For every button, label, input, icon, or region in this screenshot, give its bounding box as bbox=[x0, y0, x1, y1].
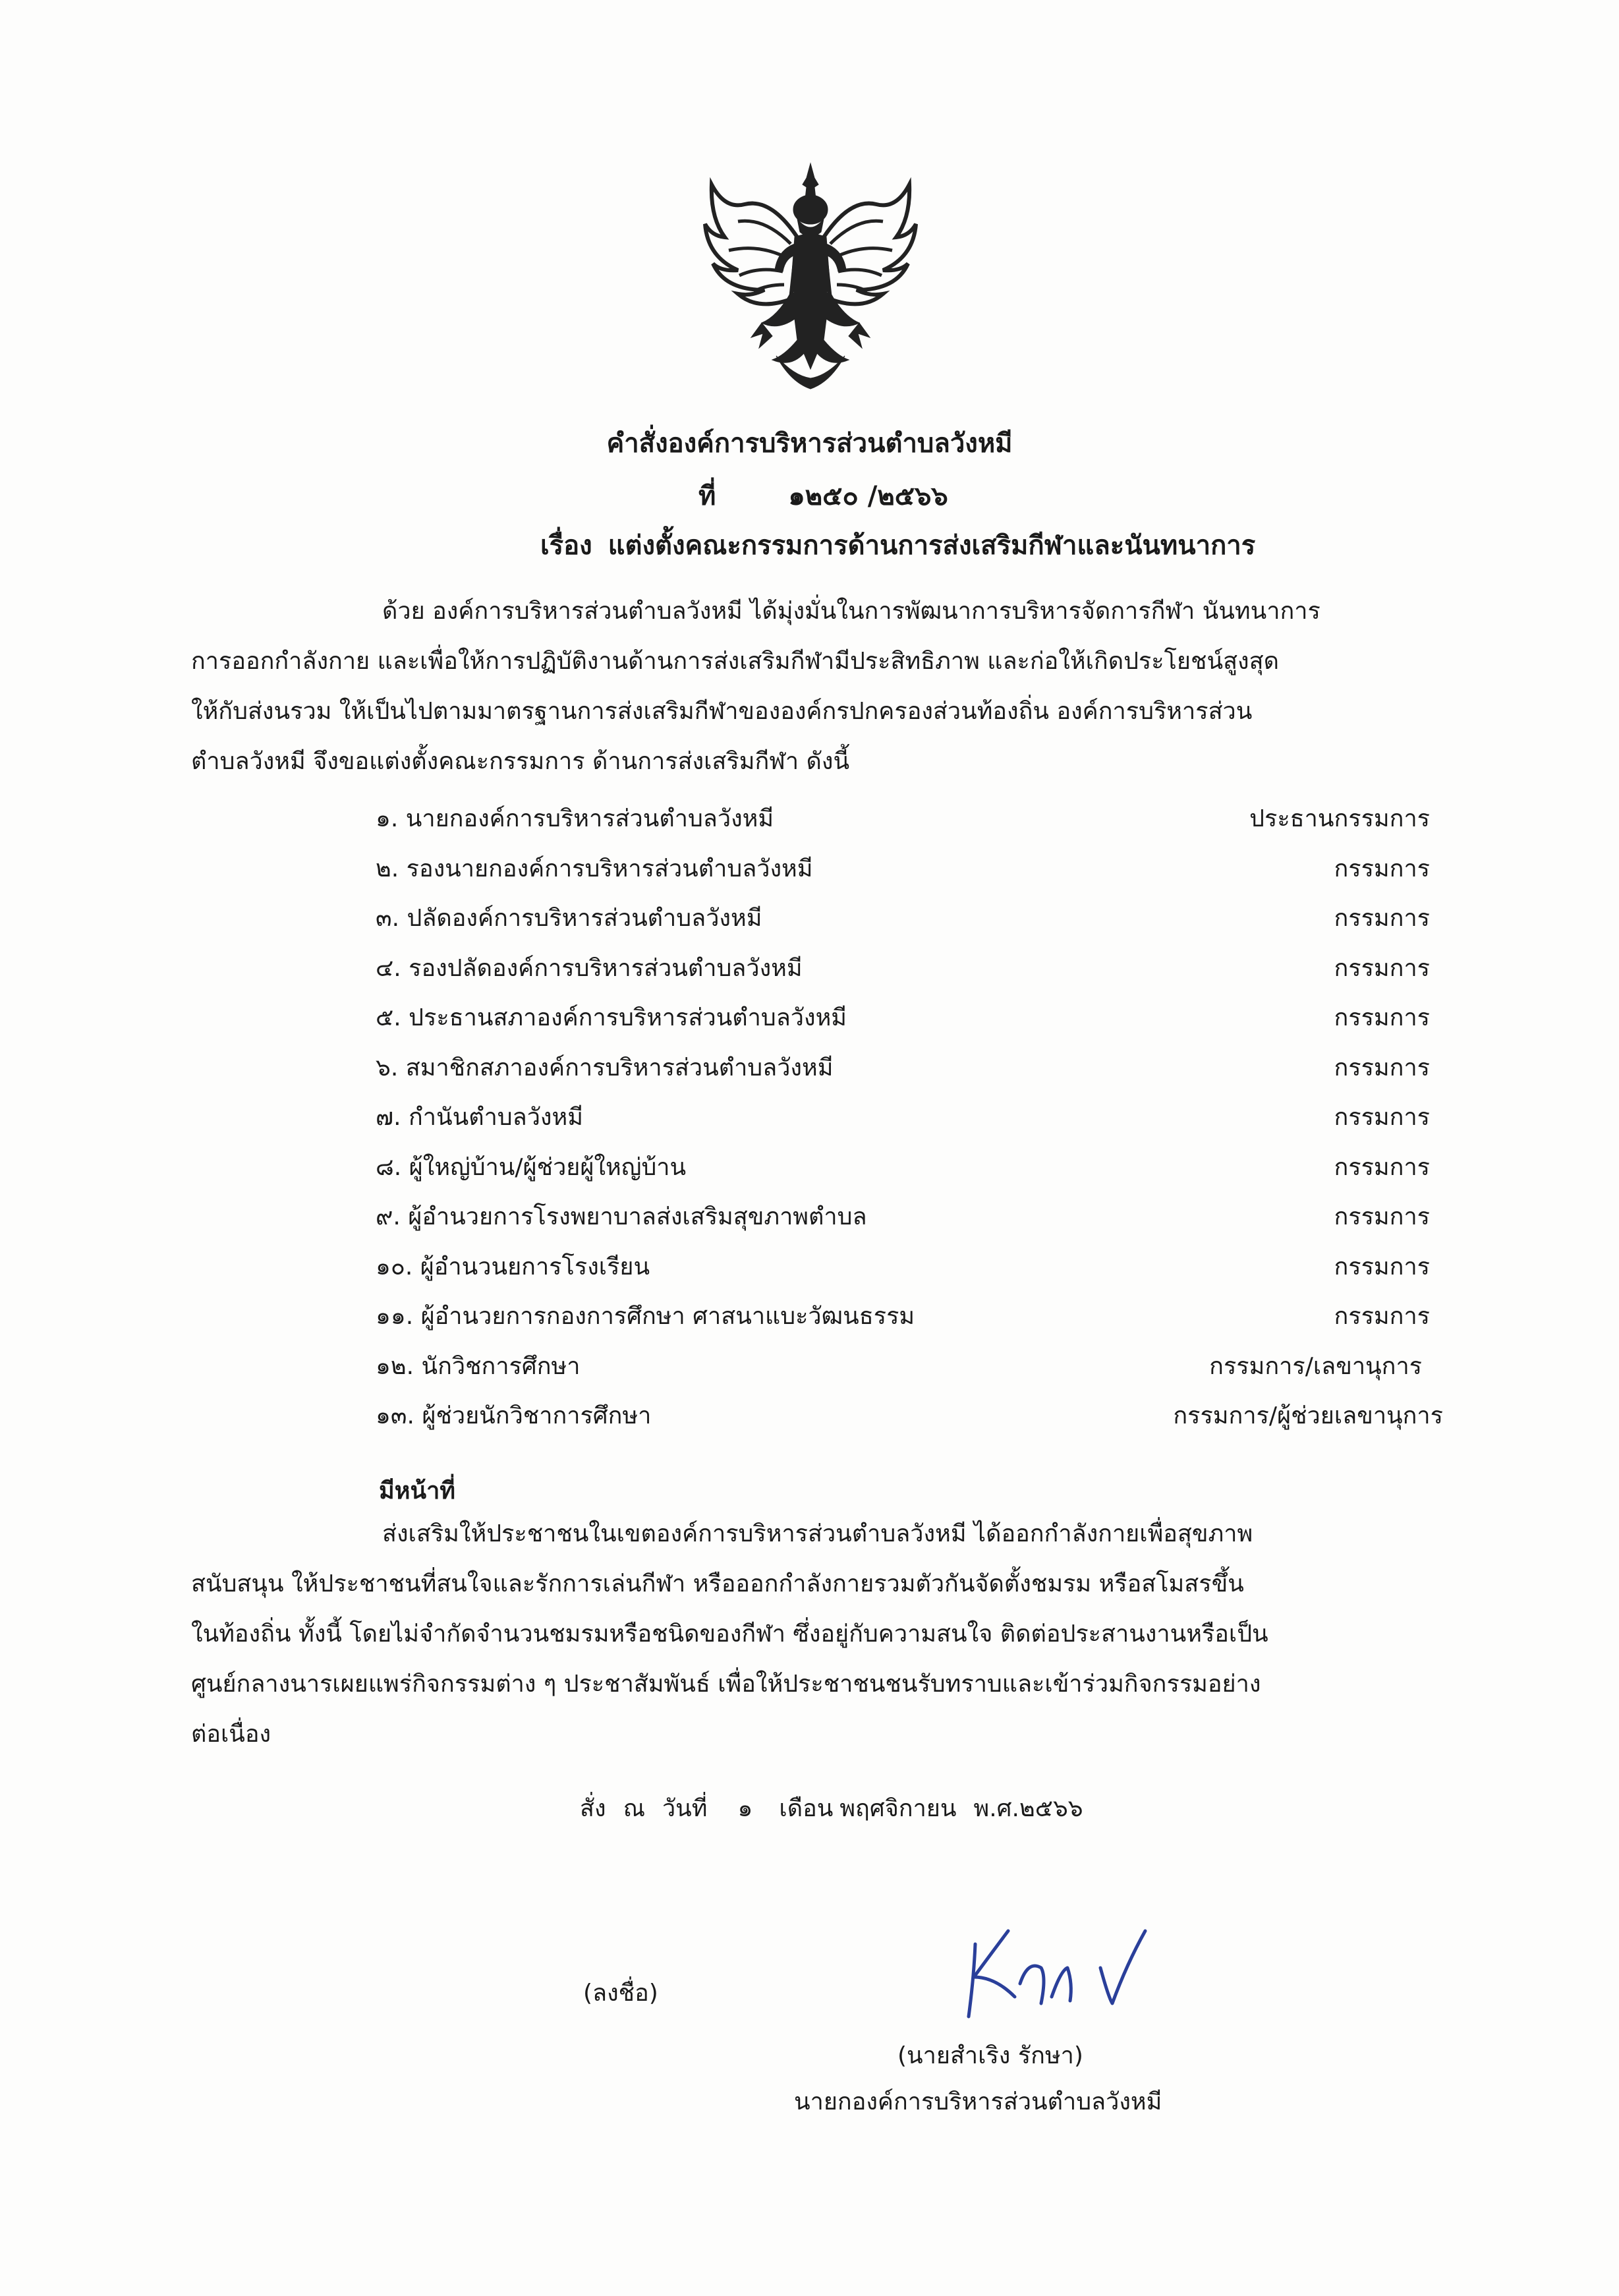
member-role: กรรมการ bbox=[1334, 1004, 1430, 1031]
member-position: ๙. ผู้อำนวยการโรงพยาบาลส่งเสริมสุขภาพตำบล bbox=[376, 1203, 867, 1230]
order-number bbox=[698, 478, 948, 515]
member-role: กรรมการ bbox=[1334, 1303, 1430, 1330]
member-position: ๒. รองนายกองค์การบริหารส่วนตำบลวังหมี bbox=[376, 855, 813, 882]
member-position: ๑๒. นักวิชการศึกษา bbox=[376, 1352, 581, 1380]
member-position: ๑๐. ผู้อำนวนยการโรงเรียน bbox=[376, 1253, 650, 1280]
member-role: กรรมการ bbox=[1334, 1153, 1430, 1181]
order-date-month-label: เดือน bbox=[779, 1795, 834, 1822]
intro-paragraph bbox=[191, 587, 1476, 787]
order-date-at-label: ณ bbox=[623, 1795, 645, 1822]
member-role: กรรมการ bbox=[1334, 1054, 1430, 1081]
member-role: ประธานกรรมการ bbox=[1249, 805, 1430, 832]
committee-member bbox=[376, 1093, 1430, 1143]
order-date-day: ๑ bbox=[737, 1795, 753, 1822]
order-subject bbox=[540, 527, 1255, 564]
committee-member-list bbox=[376, 794, 1443, 1441]
committee-member bbox=[376, 944, 1430, 994]
intro-line: ตำบลวังหมี จึงขอแต่งตั้งคณะกรรมการ ด้านการส่งเสริมกีฬา ดังนี้ bbox=[191, 748, 850, 775]
committee-member bbox=[376, 1342, 1430, 1392]
handwritten-signature bbox=[936, 1905, 1153, 2030]
order-date-day-label: วันที่ bbox=[662, 1795, 708, 1822]
intro-line: ด้วย องค์การบริหารส่วนตำบลวังหมี ได้มุ่งมั่นในการพัฒนาการบริหารจัดการกีฬา นันทนาการ bbox=[382, 598, 1321, 625]
member-position: ๑. นายกองค์การบริหารส่วนตำบลวังหมี bbox=[376, 805, 774, 832]
member-position: ๕. ประธานสภาองค์การบริหารส่วนตำบลวังหมี bbox=[376, 1004, 847, 1031]
committee-member bbox=[376, 894, 1430, 944]
order-date-year: พ.ศ.๒๕๖๖ bbox=[973, 1795, 1083, 1822]
order-date bbox=[580, 1789, 1100, 1829]
member-position: ๓. ปลัดองค์การบริหารส่วนตำบลวังหมี bbox=[376, 905, 762, 932]
order-title: คำสั่งองค์การบริหารส่วนตำบลวังหมี bbox=[606, 428, 1013, 459]
duties-line: สนับสนุน ให้ประชาชนที่สนใจและรักการเล่นกีฬา หรือออกกำลังกายรวมตัวกันจัดตั้งชมรม หรือสโมสรขึ้น bbox=[191, 1570, 1244, 1597]
duties-line: ศูนย์กลางนารเผยแพร่กิจกรรมต่าง ๆ ประชาสัมพันธ์ เพื่อให้ประชาชนชนรับทราบและเข้าร่วมกิจกรรมอย่าง bbox=[191, 1671, 1261, 1698]
signer-name: (นายสำเริง รักษา) bbox=[897, 2042, 1083, 2069]
order-subject-label: เรื่อง bbox=[540, 531, 592, 561]
member-role: กรรมการ bbox=[1334, 1203, 1430, 1230]
member-role: กรรมการ/ผู้ช่วยเลขานุการ bbox=[1173, 1402, 1443, 1429]
member-role: กรรมการ bbox=[1334, 905, 1430, 932]
member-position: ๔. รองปลัดองค์การบริหารส่วนตำบลวังหมี bbox=[376, 954, 803, 982]
order-date-order-label: สั่ง bbox=[580, 1795, 606, 1822]
member-role: กรรมการ/เลขานุการ bbox=[1209, 1352, 1422, 1380]
duties-heading: มีหน้าที่ bbox=[379, 1478, 456, 1505]
member-position: ๑๓. ผู้ช่วยนักวิชาการศึกษา bbox=[376, 1402, 652, 1429]
order-number-value: ๑๒๕๐ /๒๕๖๖ bbox=[788, 481, 948, 511]
order-date-month: พฤศจิกายน bbox=[839, 1795, 957, 1822]
committee-member bbox=[376, 1391, 1443, 1441]
duties-line: ต่อเนื่อง bbox=[191, 1721, 271, 1748]
duties-paragraph bbox=[191, 1509, 1476, 1760]
order-subject-text: แต่งตั้งคณะกรรมการด้านการส่งเสริมกีฬาและนันทนาการ bbox=[608, 531, 1256, 561]
intro-line: ให้กับส่งนรวม ให้เป็นไปตามมาตรฐานการส่งเสริมกีฬาขององค์กรปกครองส่วนท้องถิ่น องค์การบริหารส่วน bbox=[191, 698, 1253, 725]
intro-line: การออกกำลังกาย และเพื่อให้การปฏิบัติงานด้านการส่งเสริมกีฬามีประสิทธิภาพ และก่อให้เกิดประโยชน์สูงสุด bbox=[191, 648, 1279, 675]
member-position: ๑๑. ผู้อำนวยการกองการศึกษา ศาสนาแบะวัฒนธรรม bbox=[376, 1303, 915, 1330]
member-role: กรรมการ bbox=[1334, 1253, 1430, 1280]
garuda-emblem-icon bbox=[698, 158, 923, 395]
duties-line: ในท้องถิ่น ทั้งนี้ โดยไม่จำกัดจำนวนชมรมหรือชนิดของกีฬา ซึ่งอยู่กับความสนใจ ติดต่อประสานงานหรือเป็น bbox=[191, 1621, 1268, 1648]
member-role: กรรมการ bbox=[1334, 855, 1430, 882]
committee-member bbox=[376, 844, 1430, 894]
member-position: ๗. กำนันตำบลวังหมี bbox=[376, 1104, 583, 1131]
order-number-label: ที่ bbox=[698, 481, 716, 511]
committee-member bbox=[376, 1143, 1430, 1193]
member-position: ๘. ผู้ใหญ่บ้าน/ผู้ช่วยผู้ใหญ่บ้าน bbox=[376, 1153, 687, 1181]
committee-member bbox=[376, 1242, 1430, 1292]
committee-member bbox=[376, 993, 1430, 1043]
committee-member bbox=[376, 1292, 1430, 1342]
duties-line: ส่งเสริมให้ประชาชนในเขตองค์การบริหารส่วนตำบลวังหมี ได้ออกกำลังกายเพื่อสุขภาพ bbox=[382, 1520, 1253, 1547]
committee-member bbox=[376, 1192, 1430, 1242]
signed-label: (ลงชื่อ) bbox=[583, 1980, 658, 2007]
committee-member bbox=[376, 1043, 1430, 1093]
signer-title: นายกองค์การบริหารส่วนตำบลวังหมี bbox=[794, 2088, 1162, 2115]
member-role: กรรมการ bbox=[1334, 954, 1430, 982]
member-position: ๖. สมาชิกสภาองค์การบริหารส่วนตำบลวังหมี bbox=[376, 1054, 834, 1081]
committee-member bbox=[376, 794, 1430, 844]
member-role: กรรมการ bbox=[1334, 1104, 1430, 1131]
